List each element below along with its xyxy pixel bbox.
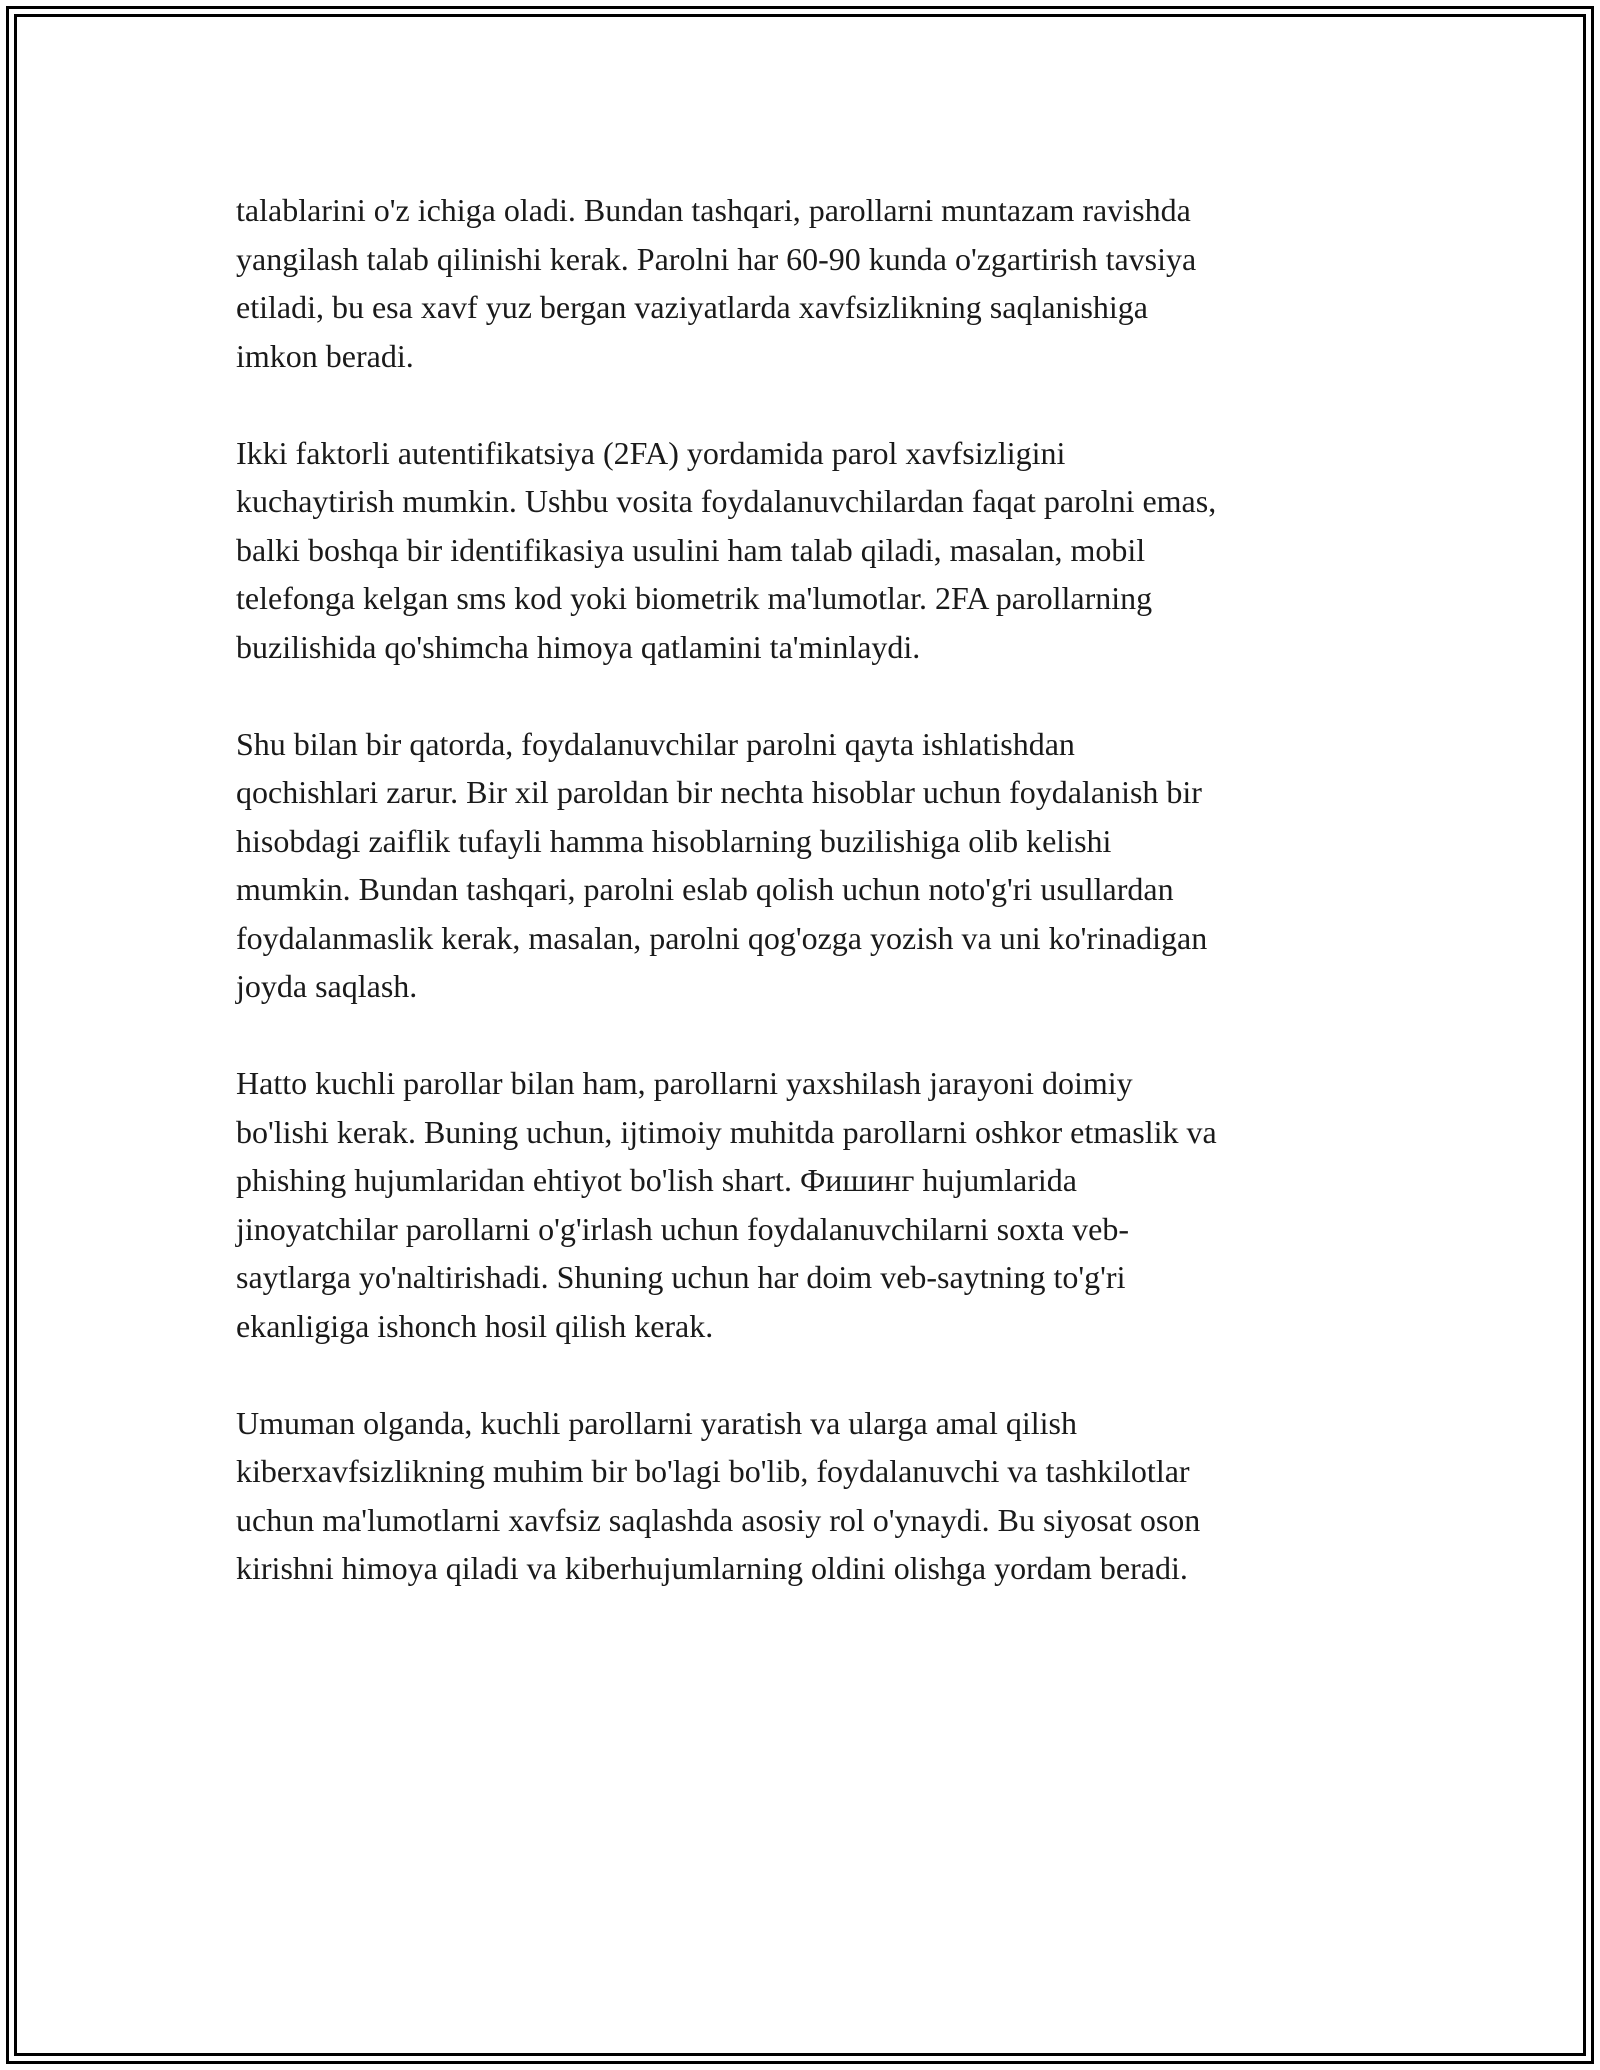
- paragraph-two-factor-auth: Ikki faktorli autentifikatsiya (2FA) yordamida parol xavfsizligini kuchaytirish mumkin. Ushbu vosita foydalanuvchilardan faqat parolni emas, balki boshqa bir identifikasiya usulini ham talab qiladi, masalan, mobil telefonga kelgan sms kod yoki biometrik ma'lumotlar. 2FA parollarning buzilishida qo'shimcha himoya qatlamini ta'minlaydi.: [236, 434, 1217, 665]
- paragraph-password-reuse: Shu bilan bir qatorda, foydalanuvchilar parolni qayta ishlatishdan qochishlari zarur. Bir xil paroldan bir nechta hisoblar uchun foydalanish bir hisobdagi zaiflik tufayli hamma hisoblarning buzilishiga olib kelishi mumkin. Bundan tashqari, parolni eslab qolish uchun noto'g'ri usullardan foydalanmaslik kerak, masalan, parolni qog'ozga yozish va uni ko'rinadigan joyda saqlash.: [236, 725, 1208, 1004]
- paragraph-password-requirements: talablarini o'z ichiga oladi. Bundan tashqari, parollarni muntazam ravishda yangilash talab qilinishi kerak. Parolni har 60-90 kunda o'zgartirish tavsiya etiladi, bu esa xavf yuz bergan vaziyatlarda xavfsizlikning saqlanishiga imkon beradi.: [236, 192, 1197, 374]
- document-body: [236, 186, 1386, 1641]
- paragraph-phishing: Hatto kuchli parollar bilan ham, parollarni yaxshilash jarayoni doimiy bo'lishi kerak. Buning uchun, ijtimoiy muhitda parollarni oshkor etmaslik va phishing hujumlaridan ehtiyot bo'lish shart. Фишинг hujumlarida jinoyatchilar parollarni o'g'irlash uchun foydalanuvchilarni soxta veb- saytlarga yo'naltirishadi. Shuning uchun har doim veb-saytning to'g'ri ekanligiga ishonch hosil qilish kerak.: [236, 1065, 1217, 1344]
- paragraph-conclusion: Umuman olganda, kuchli parollarni yaratish va ularga amal qilish kiberxavfsizlikning muhim bir bo'lagi bo'lib, foydalanuvchi va tashkilotlar uchun ma'lumotlarni xavfsiz saqlashda asosiy rol o'ynaydi. Bu siyosat oson kirishni himoya qiladi va kiberhujumlarning oldini olishga yordam beradi.: [236, 1404, 1201, 1586]
